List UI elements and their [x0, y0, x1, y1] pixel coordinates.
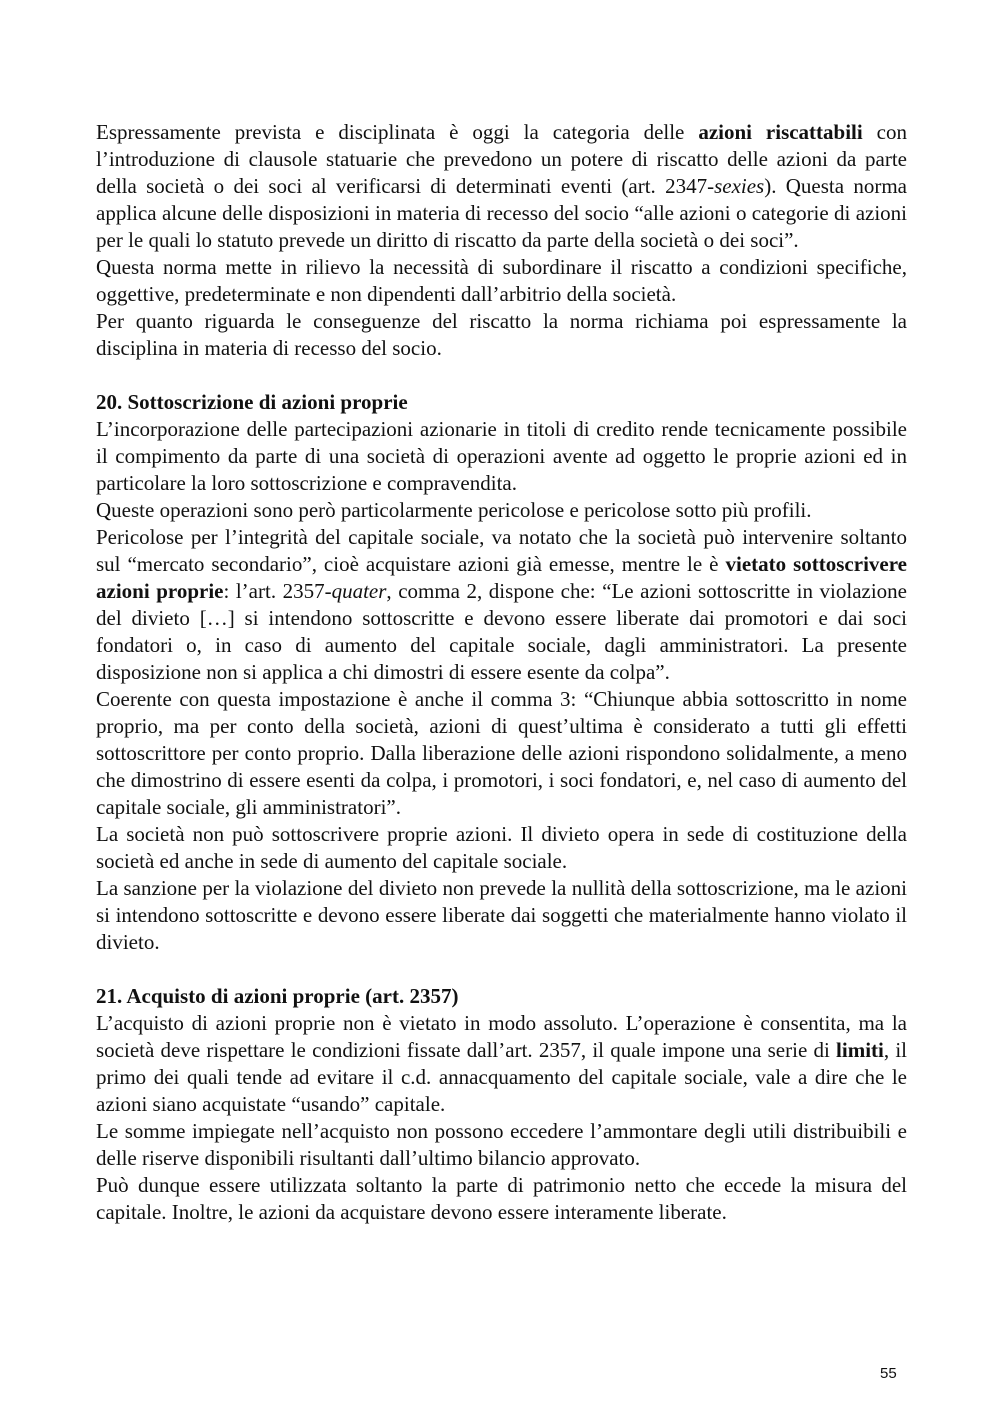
paragraph: Questa norma mette in rilievo la necessità di subordinare il riscatto a condizioni specifiche, oggettive, predeterminate e non dipendenti dall’arbitrio della società.: [96, 255, 907, 306]
paragraph: L’incorporazione delle partecipazioni azionarie in titoli di credito rende tecnicamente possibile il compimento da parte di una società di operazioni avente ad oggetto le proprie azioni ed in particolare la loro sottoscrizione e compravendita.: [96, 417, 907, 495]
paragraph: Le somme impiegate nell’acquisto non possono eccedere l’ammontare degli utili distribuibili e delle riserve disponibili risultanti dall’ultimo bilancio approvato.: [96, 1119, 907, 1170]
paragraph: La sanzione per la violazione del divieto non prevede la nullità della sottoscrizione, ma le azioni si intendono sottoscritte e devono essere liberate dai soggetti che materialmente hanno violato il divieto.: [96, 876, 907, 954]
spacer: [96, 956, 907, 983]
paragraph: Coerente con questa impostazione è anche il comma 3: “Chiunque abbia sottoscritto in nome proprio, ma per conto della società, azioni di quest’ultima è considerato a tutti gli effetti sottoscrittore per conto proprio. Dalla liberazione delle azioni rispondono solidalmente, a meno che dimostrino di essere esenti da colpa, i promotori, i soci fondatori, e, nel caso di aumento del capitale sociale, gli amministratori”.: [96, 687, 907, 819]
paragraph: [96, 1010, 907, 1118]
paragraph: [96, 524, 907, 686]
text-run: Espressamente prevista e disciplinata è oggi la categoria delle: [96, 120, 699, 144]
italic-term: quater: [331, 579, 387, 603]
paragraph: La società non può sottoscrivere proprie azioni. Il divieto opera in sede di costituzione della società ed anche in sede di aumento del capitale sociale.: [96, 822, 907, 873]
paragraph: Può dunque essere utilizzata soltanto la parte di patrimonio netto che eccede la misura del capitale. Inoltre, le azioni da acquistare devono essere interamente liberate.: [96, 1173, 907, 1224]
text-run: : l’art. 2357-: [223, 579, 332, 603]
text-run: con l’introduzione di clausole statuarie che prevedono un potere di riscatto delle azioni da parte della società o dei soci al verificarsi di determinati eventi (art. 2347-: [96, 120, 907, 198]
paragraph: Queste operazioni sono però particolarmente pericolose e pericolose sotto più profili.: [96, 498, 812, 522]
bold-term: azioni riscattabili: [698, 120, 863, 144]
spacer: [96, 362, 907, 389]
paragraph-redeemable-shares: [96, 119, 907, 254]
italic-term: sexies: [714, 174, 765, 198]
text-run: Pericolose per l’integrità del capitale sociale, va notato che la società può intervenire soltanto sul “mercato secondario”, cioè acquistare azioni già emesse, mentre le è: [96, 525, 907, 576]
page-number: 55: [880, 1365, 897, 1382]
section-heading-20: 20. Sottoscrizione di azioni proprie: [96, 390, 408, 414]
bold-term: vietato sottoscrivere azioni proprie: [96, 552, 907, 603]
paragraph: Per quanto riguarda le conseguenze del riscatto la norma richiama poi espressamente la disciplina in materia di recesso del socio.: [96, 309, 907, 360]
text-run: , comma 2, dispone che: “Le azioni sottoscritte in violazione del divieto […] si intendono sottoscritte e devono essere liberate dai promotori e dai soci fondatori o, in caso di aumento del capitale sociale, dagli amministratori. La presente disposizione non si applica a chi dimostri di essere esente da colpa”.: [96, 579, 907, 684]
text-run: L’acquisto di azioni proprie non è vietato in modo assoluto. L’operazione è consentita, ma la società deve rispettare le condizioni fissate dall’art. 2357, il quale impone una serie di: [96, 1011, 907, 1062]
text-run: ). Questa norma applica alcune delle disposizioni in materia di recesso del socio “alle azioni o categorie di azioni per le quali lo statuto prevede un diritto di riscatto da parte della società o dei soci”.: [96, 174, 907, 252]
page-body: [96, 119, 907, 1226]
section-heading-21: 21. Acquisto di azioni proprie (art. 2357): [96, 984, 459, 1008]
text-run: , il primo dei quali tende ad evitare il c.d. annacquamento del capitale sociale, vale a dire che le azioni siano acquistate “usando” capitale.: [96, 1038, 907, 1116]
bold-term: limiti: [836, 1038, 884, 1062]
